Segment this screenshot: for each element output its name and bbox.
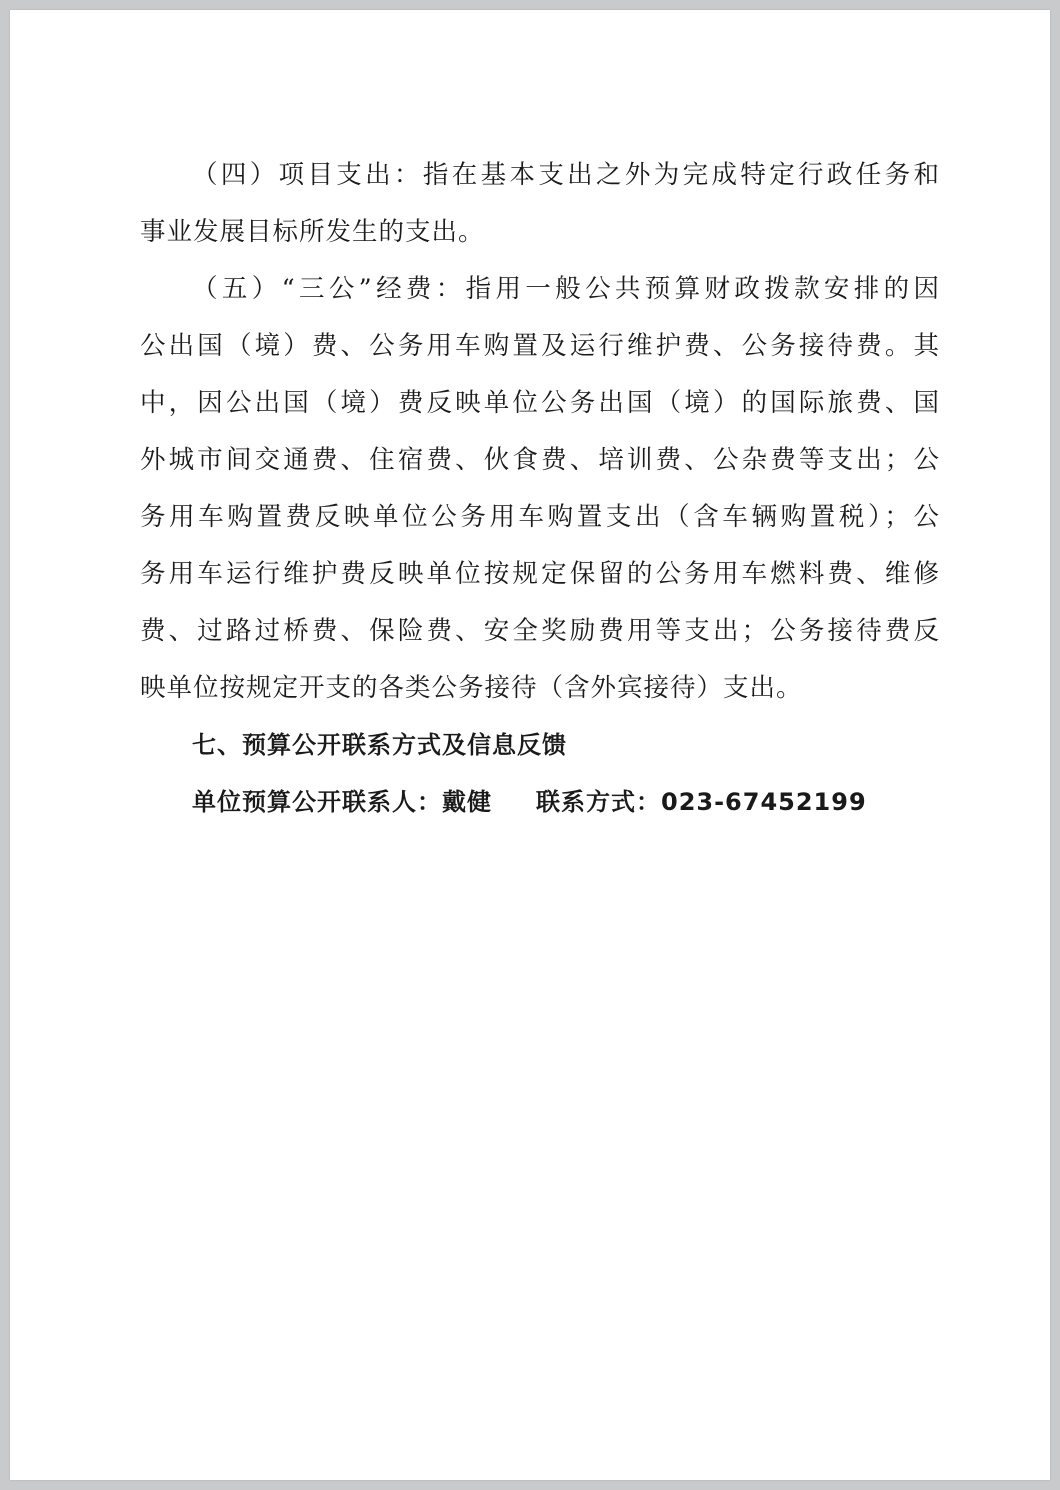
paragraph-4-line-1: （四）项目支出：指在基本支出之外为完成特定行政任务和 xyxy=(192,160,940,190)
paragraph-5-line-8: 映单位按规定开支的各类公务接待（含外宾接待）支出。 xyxy=(140,673,803,703)
paragraph-5-line-6: 务用车运行维护费反映单位按规定保留的公务用车燃料费、维修 xyxy=(140,559,940,589)
paragraph-5-line-5: 务用车购置费反映单位公务用车购置支出（含车辆购置税）；公 xyxy=(140,502,940,532)
paragraph-4-line-2: 事业发展目标所发生的支出。 xyxy=(140,217,485,247)
contact-line xyxy=(140,774,940,831)
document-body xyxy=(140,147,940,831)
paragraph-5-line-4: 外城市间交通费、住宿费、伙食费、培训费、公杂费等支出；公 xyxy=(140,445,940,475)
paragraph-5-line-3: 中，因公出国（境）费反映单位公务出国（境）的国际旅费、国 xyxy=(140,388,940,418)
contact-person: 单位预算公开联系人：戴健 xyxy=(192,788,492,816)
paragraph-5-line-2: 公出国（境）费、公务用车购置及运行维护费、公务接待费。其 xyxy=(140,331,940,361)
paragraph-5-line-7: 费、过路过桥费、保险费、安全奖励费用等支出；公务接待费反 xyxy=(140,616,940,646)
document-page xyxy=(10,10,1050,1480)
section-7-heading: 七、预算公开联系方式及信息反馈 xyxy=(192,731,567,759)
paragraph-5-line-1: （五）“三公”经费：指用一般公共预算财政拨款安排的因 xyxy=(192,274,940,304)
contact-phone: 联系方式：023-67452199 xyxy=(536,788,867,816)
